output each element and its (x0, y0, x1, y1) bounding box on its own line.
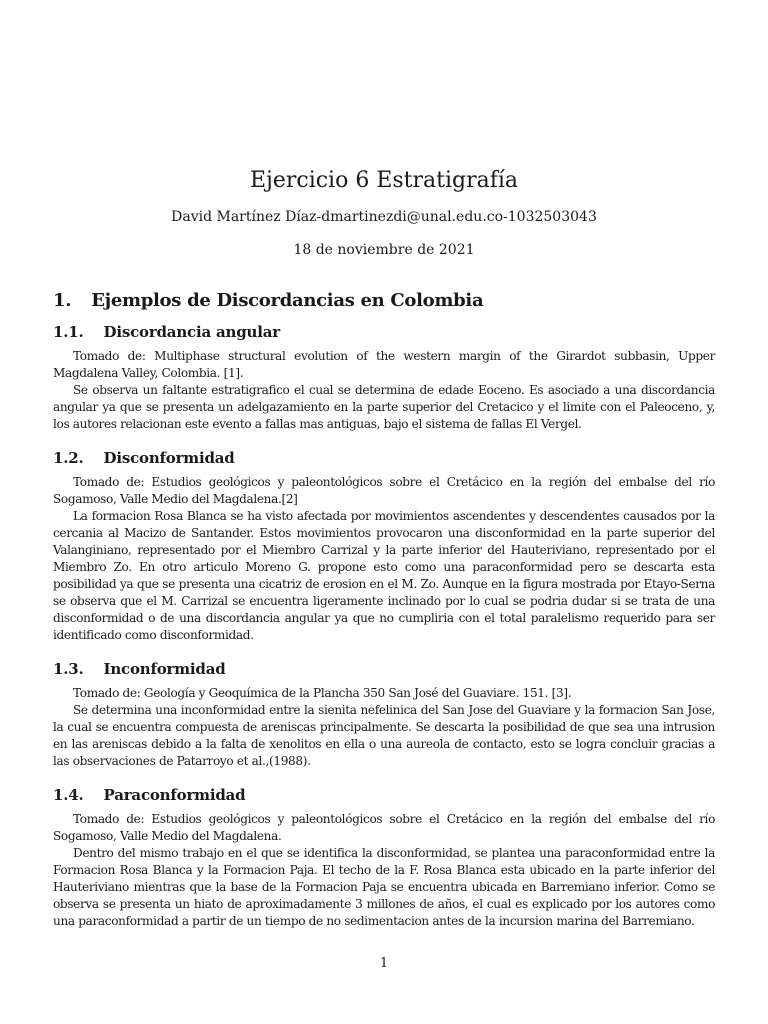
paragraph: Tomado de: Estudios geológicos y paleontológicos sobre el Cretácico en la región del embalse del río Sogamoso, Valle Medio del Magdalena. (53, 812, 715, 843)
page-number: 1 (379, 956, 389, 971)
subsection-title: Inconformidad (103, 660, 226, 678)
paragraph: Tomado de: Multiphase structural evolution of the western margin of the Girardot subbasin, Upper Magdalena Valley, Colombia. [1]. (53, 349, 715, 380)
paragraph: La formacion Rosa Blanca se ha visto afectada por movimientos ascendentes y descendentes causados por la cercania al Macizo de Santander. Estos movimientos provocaron una disconformidad en la parte superior del Valanginiano, representado por el Miembro Carrizal y la parte inferior del Hauteriviano, representado por el Miembro Zo. En otro articulo Moreno G. propone esto como una paraconformidad pero se descarta esta posibilidad ya que se presenta una cicatriz de erosion en el M. Zo. Aunque en la figura mostrada por Etayo-Serna se observa que el M. Carrizal se encuentra ligeramente inclinado por lo cual se podria dudar si se trata de una disconformidad o de una discordancia angular ya que no cumpliria con el total paralelismo requerido para ser identificado como disconformidad. (53, 509, 715, 642)
document-date: 18 de noviembre de 2021 (293, 242, 475, 258)
document-body (53, 290, 715, 930)
subsection-title: Disconformidad (103, 449, 235, 467)
section-heading (53, 290, 715, 311)
subsection-heading (53, 786, 715, 804)
subsection-number: 1.2. (53, 449, 84, 467)
subsection-heading (53, 323, 715, 341)
subsection-heading (53, 449, 715, 467)
paragraph: Tomado de: Geología y Geoquímica de la Plancha 350 San José del Guaviare. 151. [3]. (73, 686, 572, 700)
subsection-number: 1.4. (53, 786, 84, 804)
paragraph: Dentro del mismo trabajo en el que se identifica la disconformidad, se plantea una paraconformidad entre la Formacion Rosa Blanca y la Formacion Paja. El techo de la F. Rosa Blanca esta ubicado en la parte inferior del Hauteriviano mientras que la base de la Formacion Paja se encuentra ubicada en Barremiano inferior. Como se observa se presenta un hiato de aproximadamente 3 millones de años, el cual es explicado por los autores como una paraconformidad a partir de un tiempo de no sedimentacion antes de la incursion marina del Barremiano. (53, 846, 715, 928)
section-number: 1. (53, 290, 72, 311)
subsection-number: 1.3. (53, 660, 84, 678)
subsection (53, 786, 715, 930)
subsection (53, 660, 715, 770)
subsection (53, 323, 715, 433)
subsection-title: Discordancia angular (103, 323, 280, 341)
document-title: Ejercicio 6 Estratigrafía (249, 168, 519, 193)
subsection (53, 449, 715, 644)
subsection-number: 1.1. (53, 323, 84, 341)
subsection-title: Paraconformidad (103, 786, 246, 804)
paragraph: Tomado de: Estudios geológicos y paleontológicos sobre el Cretácico en la región del embalse del río Sogamoso, Valle Medio del Magdalena.[2] (53, 475, 715, 506)
author-line: David Martínez Díaz-dmartinezdi@unal.edu.co-1032503043 (171, 209, 597, 225)
section-title: Ejemplos de Discordancias en Colombia (91, 290, 484, 311)
paragraph: Se observa un faltante estratigrafico el cual se determina de edade Eoceno. Es asociado a una discordancia angular ya que se presenta un adelgazamiento en la parte superior del Cretacico y el limite con el Paleoceno, y, los autores relacionan este evento a fallas mas antiguas, bajo el sistema de fallas El Vergel. (53, 383, 715, 431)
subsection-heading (53, 660, 715, 678)
paragraph: Se determina una inconformidad entre la sienita nefelinica del San Jose del Guaviare y la formacion San Jose, la cual se encuentra compuesta de areniscas principalmente. Se descarta la posibilidad de que sea una intrusion en las areniscas debido a la falta de xenolitos en ella o una aureola de contacto, esto se logra concluir gracias a las observaciones de Patarroyo et al.,(1988). (53, 703, 715, 768)
